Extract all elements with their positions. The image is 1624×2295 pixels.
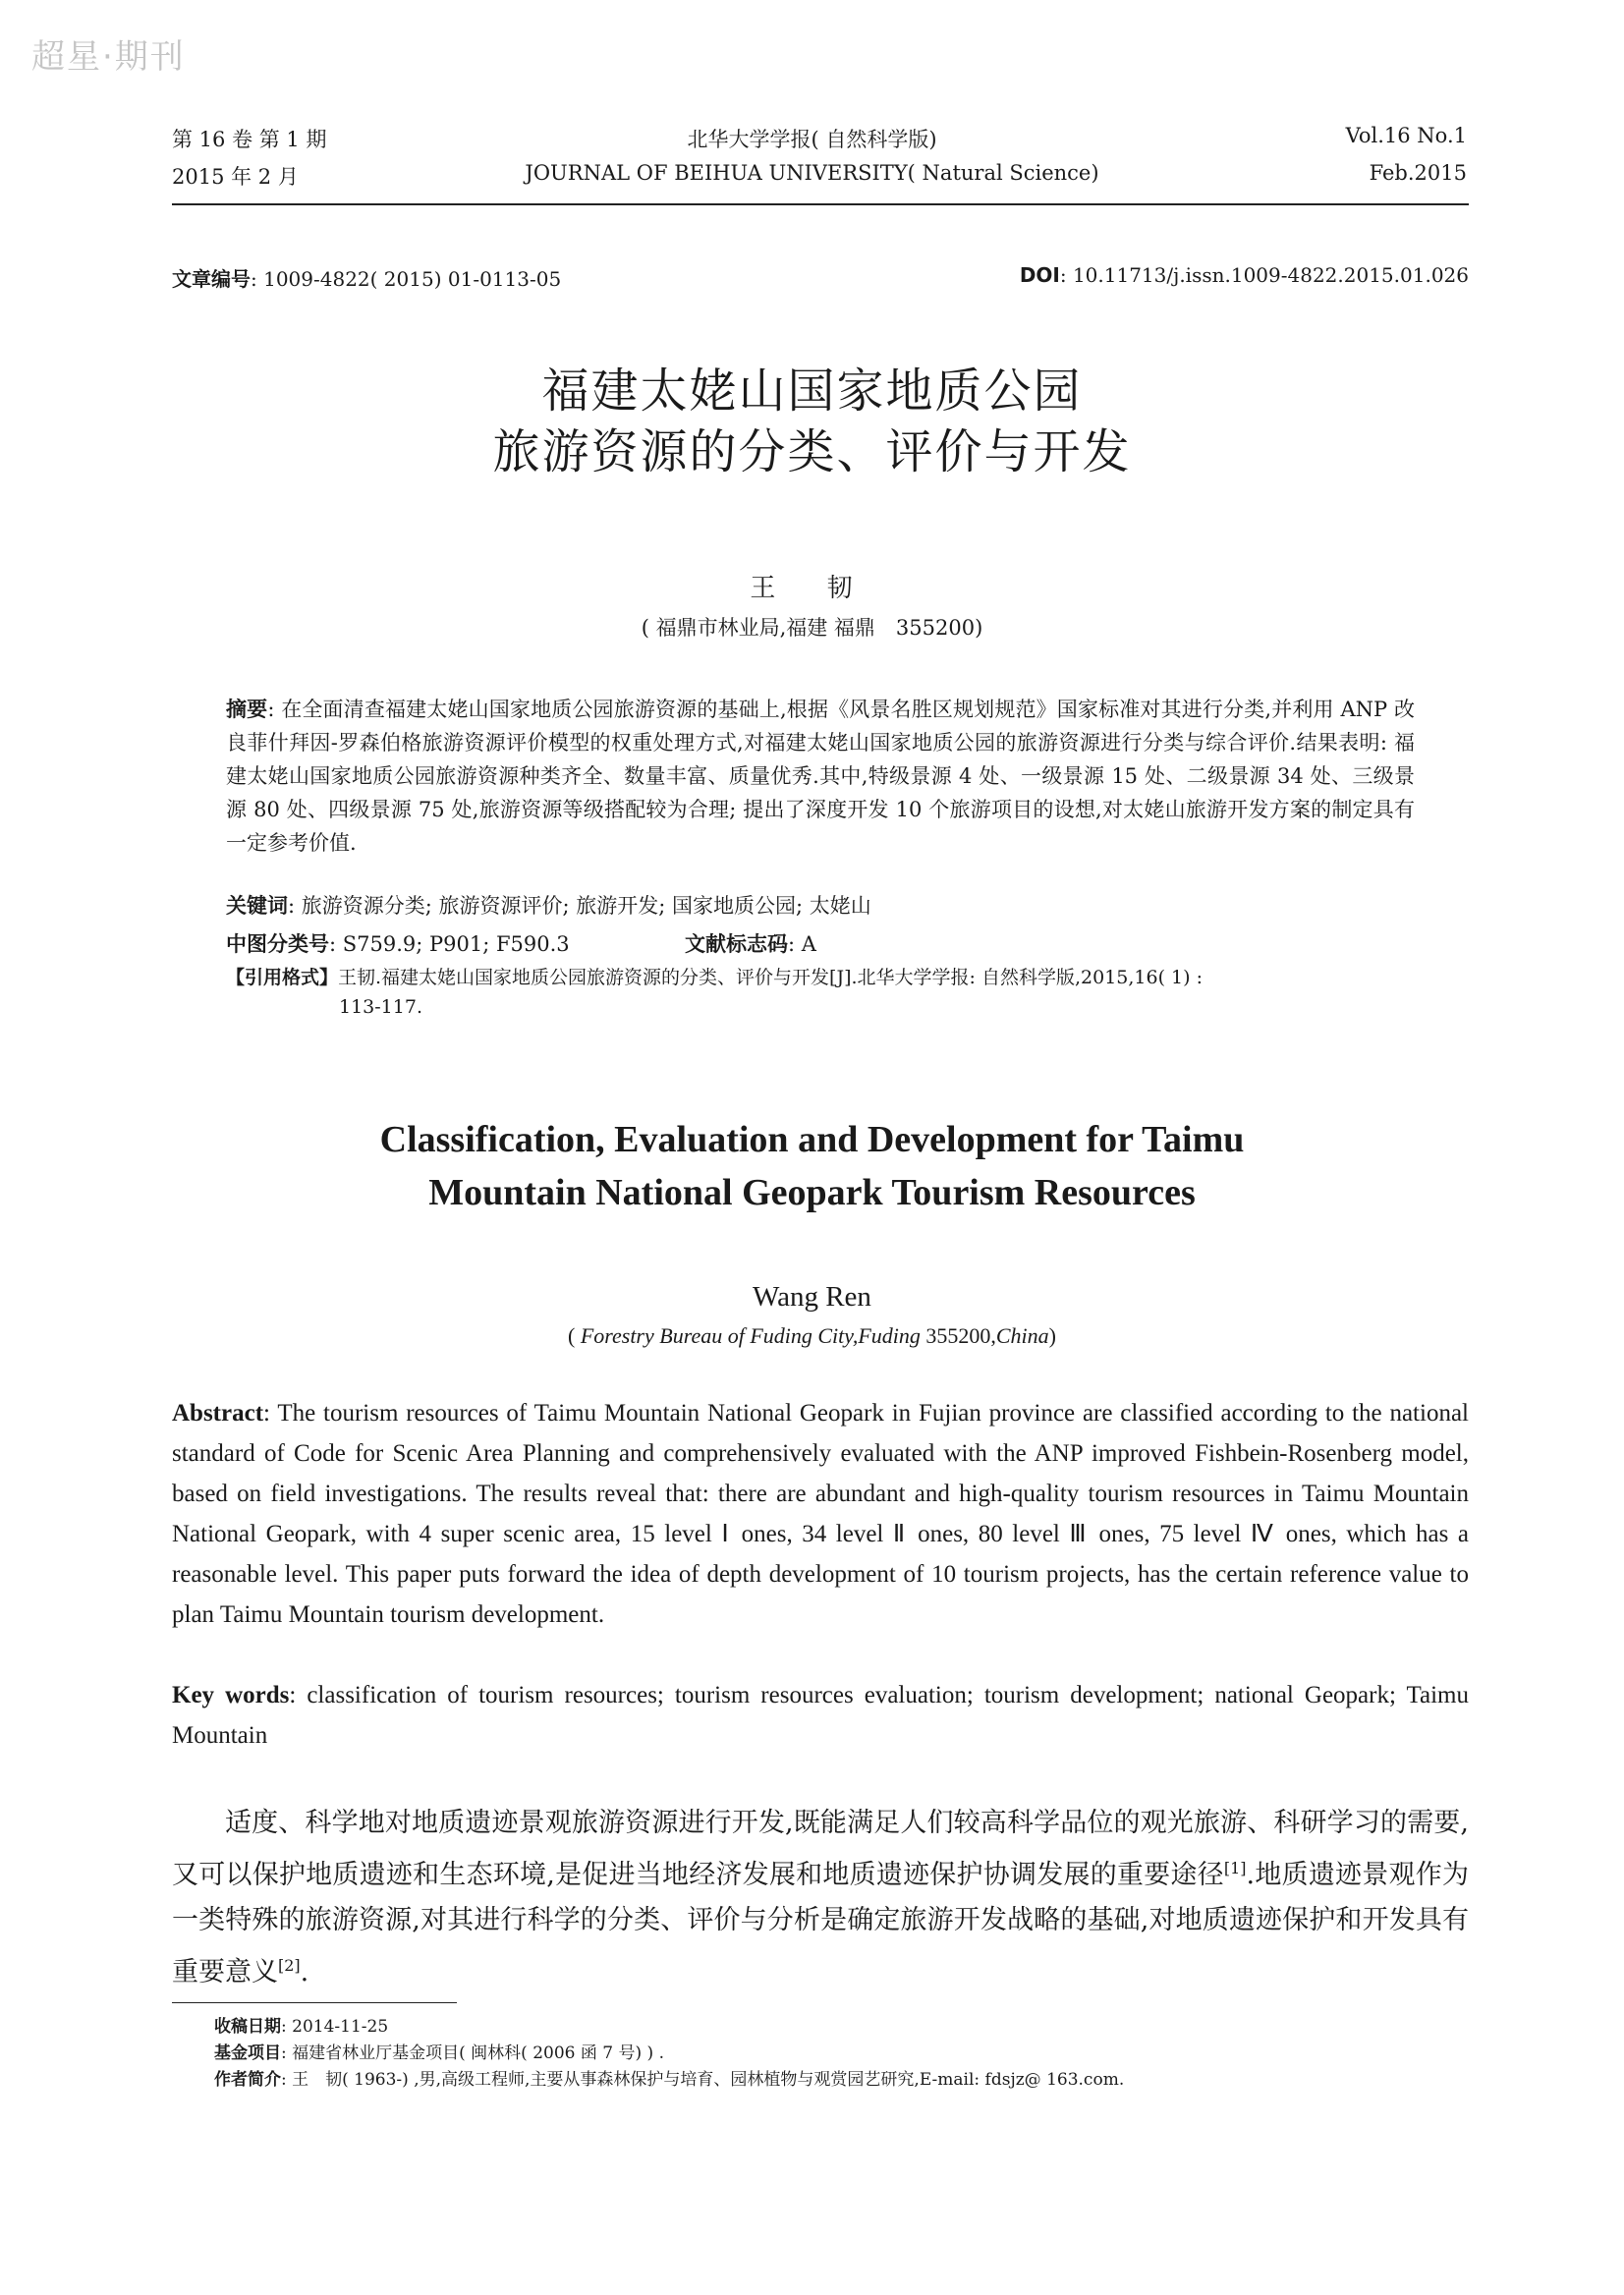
author-en: Wang Ren (753, 1281, 871, 1313)
affiliation-en-code: 355200, (920, 1323, 996, 1348)
document-code-value: : A (788, 932, 816, 956)
abstract-cn-text: : 在全面清查福建太姥山国家地质公园旅游资源的基础上,根据《风景名胜区规划规范》国家标准对其进行分类,并利用 ANP 改良菲什拜因-罗森伯格旅游资源评价模型的权重处理方式,对福建太姥山国家地质公园的旅游资源进行分类与综合评价.结果表明: 福建太姥山国家地质公园旅游资源种类齐全、数量丰富、质量优秀.其中,特级景源 4 处、一级景源 15 处、二级景源 34 处、三级景源 80 处、四级景源 75 处,旅游资源等级搭配较为合理; 提出了深度开发 10 个旅游项目的设想,对太姥山旅游开发方案的制定具有一定参考价值. (226, 698, 1415, 855)
title-cn (0, 361, 1624, 482)
keywords-cn-text: : 旅游资源分类; 旅游资源评价; 旅游开发; 国家地质公园; 太姥山 (288, 894, 871, 918)
abstract-en (172, 1393, 1469, 1635)
abstract-en-text: : The tourism resources of Taimu Mountain National Geopark in Fujian province are classified according to the national standard of Code for Scenic Area Planning and comprehensively evaluated with the ANP improved Fishbein-Rosenberg model, based on field investigations. The results reveal that: there are abundant and high-quality tourism resources in Taimu Mountain National Geopark, with 4 super scenic area, 15 level Ⅰ ones, 34 level Ⅱ ones, 80 level Ⅲ ones, 75 level Ⅳ ones, which has a reasonable level. This paper puts forward the idea of depth development of 10 tourism projects, has the certain reference value to plan Taimu Mountain tourism development. (172, 1400, 1469, 1628)
doi-label: DOI (1019, 263, 1060, 287)
citation-pages: 113-117. (339, 996, 422, 1018)
article-number-value: : 1009-4822( 2015) 01-0113-05 (251, 267, 562, 291)
keywords-en-text: : classification of tourism resources; tourism resources evaluation; tourism development; national Geopark; Taimu Mountain (172, 1682, 1469, 1749)
body-text-c: . (300, 1957, 309, 1987)
keywords-cn (226, 889, 1415, 923)
clc-number (226, 928, 570, 958)
header-volume-cn: 第 16 卷 第 1 期 (172, 128, 327, 151)
document-code (685, 928, 816, 958)
body-paragraph (172, 1801, 1469, 1995)
footnote-rule (172, 2002, 457, 2003)
affiliation-en (0, 1323, 1624, 1349)
article-number-label: 文章编号 (172, 267, 251, 291)
keywords-en-label: Key words (172, 1682, 290, 1708)
footnote-author-bio (214, 2067, 1124, 2094)
footnote-received (214, 2014, 388, 2041)
header-journal-en: JOURNAL OF BEIHUA UNIVERSITY( Natural Science) (525, 161, 1099, 185)
footnote-fund (214, 2041, 664, 2067)
header-volume-en: Vol.16 No.1 (1345, 124, 1467, 147)
affiliation-cn: ( 福鼎市林业局,福建 福鼎 355200) (641, 616, 983, 640)
doi-value: : 10.11713/j.issn.1009-4822.2015.01.026 (1059, 263, 1469, 287)
reference-1[interactable]: [1] (1223, 1859, 1247, 1877)
header-rule (172, 203, 1469, 205)
reference-2[interactable]: [2] (278, 1956, 301, 1975)
bio-value: : 王 韧( 1963-) ,男,高级工程师,主要从事森林保护与培育、园林植物与观赏园艺研究,E-mail: fdsjz@ 163.com. (281, 2070, 1125, 2090)
fund-label: 基金项目 (214, 2043, 281, 2063)
body-text-b: .地质遗迹景观作为一类特殊的旅游资源,对其进行科学的分类、评价与分析是确定旅游开发战略的基础,对地质遗迹保护和开发具有重要意义 (172, 1860, 1469, 1987)
bio-label: 作者简介 (214, 2070, 281, 2090)
received-value: : 2014-11-25 (281, 2017, 389, 2037)
fund-value: : 福建省林业厅基金项目( 闽林科( 2006 函 7 号) ) . (281, 2043, 664, 2063)
title-cn-line-1: 福建太姥山国家地质公园 (541, 364, 1083, 419)
affiliation-en-bureau: Forestry Bureau of Fuding City,Fuding (580, 1323, 921, 1348)
header-date-cn: 2015 年 2 月 (172, 165, 299, 189)
clc-label: 中图分类号 (226, 932, 329, 956)
abstract-en-label: Abstract (172, 1400, 264, 1427)
article-number (172, 263, 561, 292)
body-text-a: 适度、科学地对地质遗迹景观旅游资源进行开发,既能满足人们较高科学品位的观光旅游、科研学习的需要,又可以保护地质遗迹和生态环境,是促进当地经济发展和地质遗迹保护协调发展的重要途径 (172, 1808, 1469, 1890)
doi (1020, 263, 1469, 287)
keywords-en (172, 1675, 1469, 1756)
title-en-line-1: Classification, Evaluation and Development for Taimu (379, 1119, 1245, 1160)
affiliation-en-open: ( (567, 1323, 581, 1348)
affiliation-en-close: ) (1048, 1323, 1056, 1348)
abstract-cn-label: 摘要 (226, 698, 268, 721)
affiliation-en-country: China (995, 1323, 1049, 1348)
watermark-logo: 超星·期刊 (31, 37, 186, 77)
document-code-label: 文献标志码 (685, 932, 788, 956)
keywords-cn-label: 关键词 (226, 894, 288, 918)
header-journal-cn: 北华大学学报( 自然科学版) (687, 128, 937, 151)
title-en-line-2: Mountain National Geopark Tourism Resources (428, 1172, 1196, 1213)
title-cn-line-2: 旅游资源的分类、评价与开发 (492, 424, 1132, 479)
header-date-en: Feb.2015 (1369, 161, 1467, 185)
clc-value: : S759.9; P901; F590.3 (329, 932, 570, 956)
citation-label: 【引用格式】 (226, 967, 339, 988)
citation-text: 王韧.福建太姥山国家地质公园旅游资源的分类、评价与开发[J].北华大学学报: 自然科学版,2015,16( 1) : (338, 967, 1203, 988)
author-cn: 王 韧 (750, 574, 874, 603)
citation (226, 963, 1415, 1022)
title-en (0, 1113, 1624, 1219)
received-label: 收稿日期 (214, 2017, 281, 2037)
abstract-cn (226, 693, 1415, 860)
